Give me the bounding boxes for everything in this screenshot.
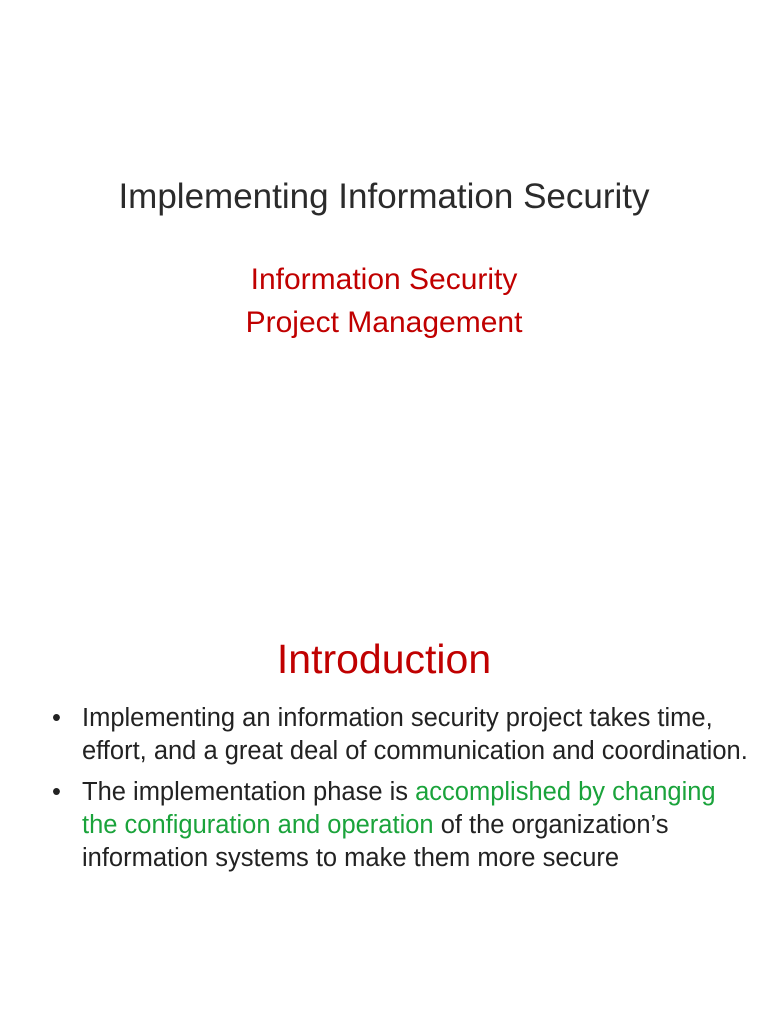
bullet-text-2-highlight: accomplished by changing the configuration and operation [82,778,716,839]
introduction-heading: Introduction [276,636,492,682]
subtitle-line-1: Information Security [250,263,518,296]
bullet-text-2-post: of the organization’s information systems to make them more secure [82,811,669,872]
bullet-item-1 [0,702,768,768]
slide-subtitle [0,258,768,344]
introduction-slide [0,512,768,1024]
subtitle-line-2: Project Management [245,306,523,339]
bullet-dot-icon: • [52,704,61,732]
bullet-text-2-pre: The implementation phase is [82,778,416,806]
bullet-item-2 [0,776,768,875]
bullet-text-1: Implementing an information security project takes time, effort, and a great deal of communication and coordination. [82,704,748,765]
bullet-list [0,702,768,883]
slide-title: Implementing Information Security [118,177,650,216]
bullet-dot-icon: • [52,778,61,806]
